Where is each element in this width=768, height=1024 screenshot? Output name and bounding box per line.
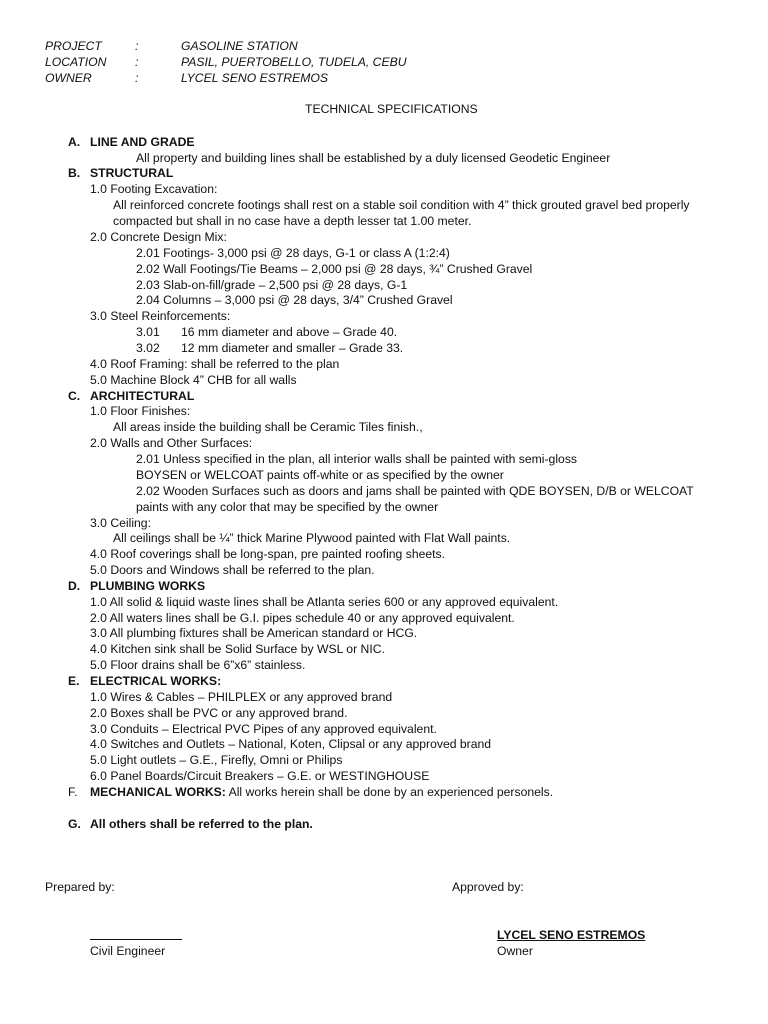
walls-text: BOYSEN or WELCOAT paints off-white or as specified by the owner (136, 468, 504, 482)
section-b-title: STRUCTURAL (90, 166, 174, 180)
document-title: TECHNICAL SPECIFICATIONS (305, 102, 478, 116)
section-f-text: All works herein shall be done by an experienced personels. (228, 785, 554, 799)
mix-item: 2.04 Columns – 3,000 psi @ 28 days, 3/4” Crushed Gravel (136, 293, 453, 307)
section-e-title: ELECTRICAL WORKS: (90, 674, 222, 688)
steel-item-number: 3.02 (136, 341, 160, 355)
electrical-item: 2.0 Boxes shall be PVC or any approved brand. (90, 706, 348, 720)
mix-item: 2.02 Wall Footings/Tie Beams – 2,000 psi @ 28 days, ¾” Crushed Gravel (136, 262, 533, 276)
owner-role: Owner (497, 944, 533, 958)
ceiling-text: All ceilings shall be ¼” thick Marine Plywood painted with Flat Wall paints. (113, 531, 511, 545)
section-f-title: MECHANICAL WORKS: (90, 785, 226, 799)
plumbing-item: 5.0 Floor drains shall be 6”x6” stainless. (90, 658, 306, 672)
steel-item-text: 16 mm diameter and above – Grade 40. (181, 325, 398, 339)
footing-title: 1.0 Footing Excavation: (90, 182, 218, 196)
electrical-item: 4.0 Switches and Outlets – National, Koten, Clipsal or any approved brand (90, 737, 492, 751)
section-c-title: ARCHITECTURAL (90, 389, 195, 403)
electrical-item: 1.0 Wires & Cables – PHILPLEX or any approved brand (90, 690, 393, 704)
plumbing-item: 3.0 All plumbing fixtures shall be American standard or HCG. (90, 626, 418, 640)
steel-item-number: 3.01 (136, 325, 160, 339)
walls-title: 2.0 Walls and Other Surfaces: (90, 436, 253, 450)
section-c-letter: C. (68, 389, 81, 403)
owner-label: OWNER (45, 71, 92, 85)
signature-line (90, 939, 182, 940)
roof-coverings: 4.0 Roof coverings shall be long-span, pre painted roofing sheets. (90, 547, 446, 561)
location-label: LOCATION (45, 55, 107, 69)
section-a-text: All property and building lines shall be established by a duly licensed Geodetic Engineer (136, 151, 611, 165)
owner-colon: : (135, 71, 139, 85)
plumbing-item: 2.0 All waters lines shall be G.I. pipes schedule 40 or any approved equivalent. (90, 611, 515, 625)
footing-text-2: compacted but shall in no case have a depth lesser tat 1.00 meter. (113, 214, 472, 228)
mix-item: 2.03 Slab-on-fill/grade – 2,500 psi @ 28 days, G-1 (136, 278, 408, 292)
approved-by-label: Approved by: (452, 880, 524, 894)
location-value: PASIL, PUERTOBELLO, TUDELA, CEBU (181, 55, 407, 69)
steel-item-text: 12 mm diameter and smaller – Grade 33. (181, 341, 404, 355)
project-value: GASOLINE STATION (181, 39, 298, 53)
electrical-item: 5.0 Light outlets – G.E., Firefly, Omni or Philips (90, 753, 343, 767)
ceiling-title: 3.0 Ceiling: (90, 516, 151, 530)
doors-windows: 5.0 Doors and Windows shall be referred to the plan. (90, 563, 375, 577)
floor-text: All areas inside the building shall be Ceramic Tiles finish., (113, 420, 423, 434)
walls-text: 2.02 Wooden Surfaces such as doors and jams shall be painted with QDE BOYSEN, D/B or WELCOAT (136, 484, 694, 498)
project-colon: : (135, 39, 139, 53)
walls-text: 2.01 Unless specified in the plan, all interior walls shall be painted with semi-gloss (136, 452, 578, 466)
section-e-letter: E. (68, 674, 80, 688)
walls-text: paints with any color that may be specified by the owner (136, 500, 439, 514)
location-colon: : (135, 55, 139, 69)
electrical-item: 6.0 Panel Boards/Circuit Breakers – G.E. or WESTINGHOUSE (90, 769, 430, 783)
owner-signature-name: LYCEL SENO ESTREMOS (497, 928, 646, 942)
owner-value: LYCEL SENO ESTREMOS (181, 71, 328, 85)
footing-text-1: All reinforced concrete footings shall rest on a stable soil condition with 4” thick grouted gravel bed properly (113, 198, 690, 212)
section-b-letter: B. (68, 166, 81, 180)
section-g-letter: G. (68, 817, 81, 831)
section-a-title: LINE AND GRADE (90, 135, 195, 149)
machine-block: 5.0 Machine Block 4” CHB for all walls (90, 373, 297, 387)
plumbing-item: 4.0 Kitchen sink shall be Solid Surface by WSL or NIC. (90, 642, 385, 656)
plumbing-item: 1.0 All solid & liquid waste lines shall be Atlanta series 600 or any approved equivalent. (90, 595, 559, 609)
mix-item: 2.01 Footings- 3,000 psi @ 28 days, G-1 or class A (1:2:4) (136, 246, 450, 260)
section-a-letter: A. (68, 135, 81, 149)
mix-title: 2.0 Concrete Design Mix: (90, 230, 227, 244)
prepared-by-label: Prepared by: (45, 880, 115, 894)
section-d-letter: D. (68, 579, 81, 593)
steel-title: 3.0 Steel Reinforcements: (90, 309, 231, 323)
section-f-letter: F. (68, 785, 78, 799)
section-d-title: PLUMBING WORKS (90, 579, 206, 593)
floor-title: 1.0 Floor Finishes: (90, 404, 191, 418)
roof-framing: 4.0 Roof Framing: shall be referred to the plan (90, 357, 340, 371)
section-f-line (90, 784, 553, 800)
electrical-item: 3.0 Conduits – Electrical PVC Pipes of any approved equivalent. (90, 722, 437, 736)
project-label: PROJECT (45, 39, 102, 53)
preparer-role: Civil Engineer (90, 944, 166, 958)
section-g-title: All others shall be referred to the plan. (90, 817, 313, 831)
